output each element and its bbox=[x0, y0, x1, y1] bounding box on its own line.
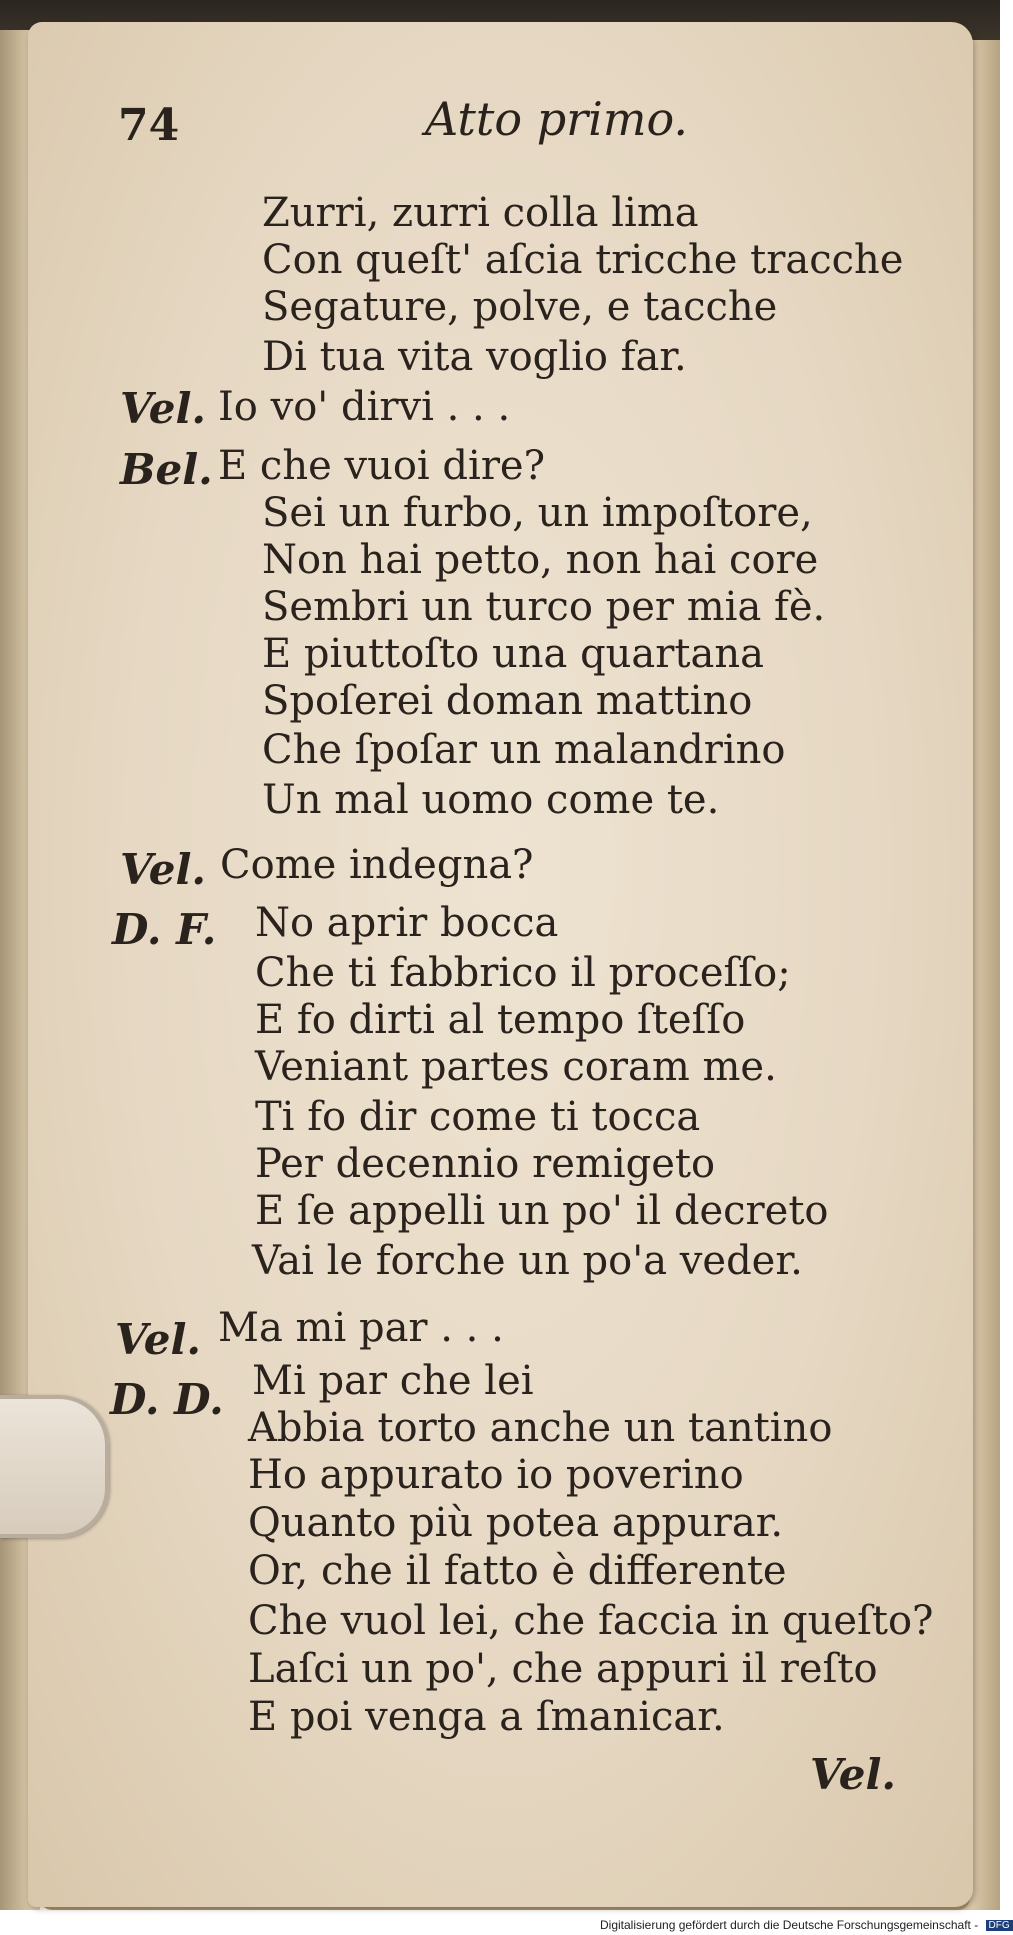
verse-line: No aprir bocca bbox=[255, 900, 559, 946]
verse-line: Come indegna? bbox=[220, 842, 534, 888]
verse-line: Che ſpoſar un malandrino bbox=[262, 727, 786, 773]
verse-line: Laſci un po', che appuri il reſto bbox=[248, 1646, 878, 1692]
speaker-label: D. F. bbox=[112, 905, 217, 954]
credit-text: Digitalisierung gefördert durch die Deutsche Forschungsgemeinschaft - bbox=[600, 1918, 979, 1932]
verse-line: Con queſt' aſcia tricche tracche bbox=[262, 237, 904, 283]
verse-line: Ma mi par . . . bbox=[218, 1305, 504, 1351]
catchword: Vel. bbox=[810, 1750, 897, 1799]
verse-line: Ho appurato io poverino bbox=[248, 1452, 744, 1498]
verse-line: E ſe appelli un po' il decreto bbox=[255, 1188, 829, 1234]
verse-line: Sembri un turco per mia fè. bbox=[262, 584, 826, 630]
verse-line: Veniant partes coram me. bbox=[255, 1044, 777, 1090]
verse-line: Che vuol lei, che faccia in queſto? bbox=[248, 1598, 934, 1644]
digitization-credit bbox=[600, 1918, 1013, 1932]
verse-line: Di tua vita voglio far. bbox=[262, 334, 687, 380]
verse-line: Zurri, zurri colla lima bbox=[262, 190, 699, 236]
running-head: Atto primo. bbox=[425, 92, 688, 146]
verse-line: Quanto più potea appurar. bbox=[248, 1500, 784, 1546]
verse-line: Or, che il fatto è differente bbox=[248, 1548, 787, 1594]
verse-line: Per decennio remigeto bbox=[255, 1141, 716, 1187]
verse-line: E che vuoi dire? bbox=[218, 443, 546, 489]
verse-line: Io vo' dirvi . . . bbox=[218, 384, 511, 430]
dfg-logo: DFG bbox=[986, 1920, 1013, 1931]
page-number: 74 bbox=[118, 100, 180, 151]
verse-line: E piuttoſto una quartana bbox=[262, 631, 764, 677]
speaker-label: Vel. bbox=[115, 1315, 202, 1364]
verse-line: Abbia torto anche un tantino bbox=[248, 1405, 833, 1451]
verse-line: Vai le forche un po'a veder. bbox=[252, 1238, 803, 1284]
verse-line: E fo dirti al tempo ſteſſo bbox=[255, 997, 746, 1043]
verse-line: Ti fo dir come ti tocca bbox=[255, 1094, 701, 1140]
speaker-label: Bel. bbox=[120, 445, 213, 494]
speaker-label: Vel. bbox=[120, 845, 207, 894]
speaker-label: Vel. bbox=[120, 384, 207, 433]
verse-line: Spoſerei doman mattino bbox=[262, 678, 753, 724]
verse-line: Sei un furbo, un impoſtore, bbox=[262, 490, 813, 536]
verse-line: Mi par che lei bbox=[252, 1358, 534, 1404]
verse-line: Che ti fabbrico il proceſſo; bbox=[255, 950, 791, 996]
verse-line: Segature, polve, e tacche bbox=[262, 284, 778, 330]
page-clip bbox=[0, 1395, 109, 1538]
speaker-label: D. D. bbox=[110, 1375, 224, 1424]
verse-line: Un mal uomo come te. bbox=[262, 777, 720, 823]
verse-line: Non hai petto, non hai core bbox=[262, 537, 819, 583]
verse-line: E poi venga a ſmanicar. bbox=[248, 1694, 725, 1740]
